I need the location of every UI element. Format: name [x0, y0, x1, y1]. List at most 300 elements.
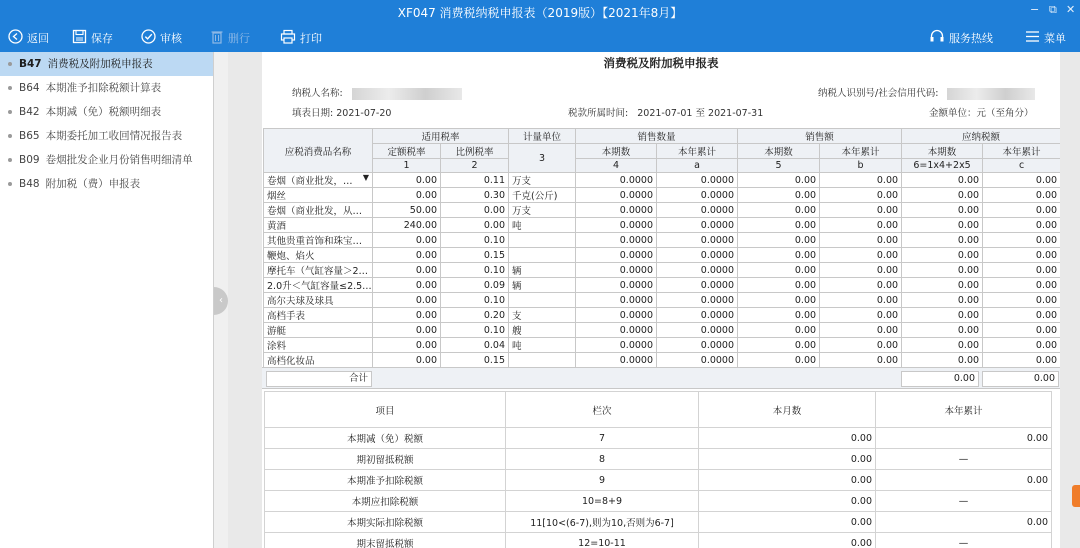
cell-qty-period[interactable]: [576, 263, 657, 278]
cell-unit[interactable]: [509, 173, 576, 188]
period-end: 2021-07-31: [708, 108, 764, 119]
cell-product[interactable]: [264, 278, 373, 293]
cell-tax-period[interactable]: [902, 233, 983, 248]
header-month: 本月数: [699, 392, 876, 428]
save-button[interactable]: [72, 29, 113, 47]
cell-product[interactable]: [264, 218, 373, 233]
cell-value: 0.00: [876, 219, 899, 231]
table-row: [264, 353, 1061, 368]
cell-tax-period[interactable]: [902, 308, 983, 323]
cell-value: 0.00: [794, 354, 817, 366]
cell-tax-ytd[interactable]: [983, 248, 1060, 263]
period-start: 2021-07-01: [637, 108, 693, 119]
cell-prop-rate[interactable]: [441, 338, 509, 353]
cell-value: 0.00: [794, 219, 817, 231]
cell-qty-period[interactable]: [576, 173, 657, 188]
cell-value: 0.00: [876, 174, 899, 186]
cell-value: 0.00: [415, 174, 437, 186]
cell-product[interactable]: [264, 263, 373, 278]
cell-value: 0.0000: [619, 294, 654, 306]
table-row: [264, 293, 1061, 308]
cell-qty-ytd[interactable]: [657, 278, 738, 293]
cell-tax-ytd[interactable]: [983, 233, 1060, 248]
cell-unit[interactable]: [509, 188, 576, 203]
cell-value: 0.0000: [619, 279, 654, 291]
table-row: [264, 263, 1061, 278]
cell-qty-period[interactable]: [576, 353, 657, 368]
sidebar-item-label: 附加税（费）申报表: [45, 178, 141, 190]
check-circle-icon: [141, 29, 156, 47]
cell-fixed-rate[interactable]: [373, 248, 441, 263]
cell-month[interactable]: 0.00: [699, 428, 876, 449]
cell-value: 0.0000: [619, 249, 654, 261]
cell-value: 0.00: [1035, 234, 1058, 246]
cell-qty-ytd[interactable]: [657, 218, 738, 233]
bullet-icon: [8, 134, 12, 138]
cell-qty-ytd[interactable]: [657, 203, 738, 218]
printer-icon: [280, 29, 296, 47]
cell-value: 0.0000: [619, 324, 654, 336]
cell-qty-ytd[interactable]: [657, 338, 738, 353]
cell-value: 0.00: [957, 204, 980, 216]
cell-value: 0.00: [415, 309, 437, 321]
delete-row-button[interactable]: [210, 29, 250, 47]
cell-amt-ytd[interactable]: [820, 338, 902, 353]
cell-unit[interactable]: [509, 323, 576, 338]
period-label: 税款所属时间:: [568, 108, 629, 119]
cell-value: 0.00: [1035, 189, 1058, 201]
cell-unit[interactable]: [509, 308, 576, 323]
sidebar-item-code: B64: [19, 82, 40, 94]
cell-unit[interactable]: [509, 353, 576, 368]
cell-qty-ytd[interactable]: [657, 263, 738, 278]
cell-tax-period[interactable]: [902, 203, 983, 218]
header-item: 项目: [265, 392, 506, 428]
cell-value: 0.0000: [619, 204, 654, 216]
review-label: 审核: [160, 32, 182, 45]
review-button[interactable]: [141, 29, 182, 47]
cell-value: 0.0000: [619, 174, 654, 186]
cell-value: 50.00: [409, 204, 437, 216]
cell-tax-period[interactable]: [902, 188, 983, 203]
cell-value: 游艇: [267, 326, 287, 338]
cell-qty-period[interactable]: [576, 218, 657, 233]
cell-value: 烟丝: [267, 191, 287, 203]
cell-amt-ytd[interactable]: [820, 203, 902, 218]
cell-tax-period[interactable]: [902, 218, 983, 233]
cell-value: 0.00: [483, 219, 506, 231]
cell-tax-ytd[interactable]: [983, 323, 1060, 338]
total-row: [262, 367, 1060, 389]
cell-product[interactable]: [264, 173, 373, 188]
cell-amt-ytd[interactable]: [820, 278, 902, 293]
cell-value: 0.04: [483, 339, 506, 351]
cell-fixed-rate[interactable]: [373, 233, 441, 248]
title-bar: [0, 0, 1080, 24]
cell-value: 0.00: [876, 189, 899, 201]
cell-value: 涂料: [267, 341, 287, 353]
cell-amt-period[interactable]: [738, 308, 820, 323]
cell-value: 万支: [512, 206, 532, 218]
cell-tax-period[interactable]: [902, 173, 983, 188]
redacted-name: [352, 88, 462, 100]
save-label: 保存: [91, 32, 113, 45]
dropdown-arrow-icon[interactable]: ▼: [362, 173, 369, 183]
sidebar-item-label: 消费税及附加税申报表: [47, 58, 153, 70]
cell-amt-period[interactable]: [738, 278, 820, 293]
cell-value: 0.09: [483, 279, 506, 291]
sidebar-item-code: B09: [19, 154, 40, 166]
sidebar-item-b65[interactable]: [0, 124, 213, 148]
cell-product[interactable]: [264, 188, 373, 203]
cell-prop-rate[interactable]: [441, 323, 509, 338]
table-row: [264, 233, 1061, 248]
cell-qty-period[interactable]: [576, 293, 657, 308]
table-row: [265, 512, 1052, 533]
cell-value: 0.00: [794, 279, 817, 291]
cell-value: 万支: [512, 176, 532, 188]
cell-value: 0.0000: [619, 189, 654, 201]
cell-tax-period[interactable]: [902, 338, 983, 353]
header-sales-qty: 销售数量: [576, 129, 738, 144]
cell-qty-period[interactable]: [576, 233, 657, 248]
cell-product[interactable]: [264, 248, 373, 263]
cell-ytd[interactable]: 0.00: [876, 512, 1052, 533]
cell-qty-period[interactable]: [576, 203, 657, 218]
cell-product[interactable]: [264, 203, 373, 218]
cell-ytd[interactable]: 0.00: [876, 470, 1052, 491]
sidebar-collapse-handle[interactable]: [214, 287, 228, 315]
cell-tax-ytd[interactable]: [983, 308, 1060, 323]
cell-prop-rate[interactable]: [441, 353, 509, 368]
bullet-icon: [8, 110, 12, 114]
cell-fixed-rate[interactable]: [373, 218, 441, 233]
cell-value: 0.15: [483, 354, 506, 366]
cell-value: 0.0000: [700, 204, 735, 216]
cell-unit[interactable]: [509, 263, 576, 278]
cell-value: 0.00: [876, 249, 899, 261]
cell-qty-ytd[interactable]: [657, 293, 738, 308]
cell-unit[interactable]: [509, 338, 576, 353]
cell-prop-rate[interactable]: [441, 173, 509, 188]
table-row: [264, 308, 1061, 323]
bullet-icon: [8, 158, 12, 162]
cell-value: 卷烟（商业批发，…: [267, 176, 353, 188]
cell-ytd[interactable]: —: [876, 491, 1052, 512]
cell-fixed-rate[interactable]: [373, 263, 441, 278]
table-row: [265, 449, 1052, 470]
bullet-icon: [8, 62, 12, 66]
cell-value: 吨: [512, 341, 522, 353]
cell-tax-ytd[interactable]: [983, 173, 1060, 188]
cell-tax-period[interactable]: [902, 263, 983, 278]
cell-product[interactable]: [264, 338, 373, 353]
cell-amt-period[interactable]: [738, 173, 820, 188]
cell-tax-ytd[interactable]: [983, 293, 1060, 308]
toolbar: [0, 24, 1080, 52]
sidebar-item-b09[interactable]: [0, 148, 213, 172]
cell-unit[interactable]: [509, 248, 576, 263]
total-ytd-field[interactable]: 0.00: [982, 371, 1059, 387]
cell-value: 0.0000: [700, 249, 735, 261]
table-row: [264, 278, 1061, 293]
cell-qty-ytd[interactable]: [657, 248, 738, 263]
hamburger-icon: [1025, 30, 1040, 46]
back-button[interactable]: [8, 29, 49, 47]
cell-unit[interactable]: [509, 218, 576, 233]
cell-tax-period[interactable]: [902, 278, 983, 293]
hotline-label: 服务热线: [949, 32, 993, 45]
cell-value: 艘: [512, 326, 522, 338]
cell-prop-rate[interactable]: [441, 203, 509, 218]
cell-month[interactable]: 0.00: [699, 491, 876, 512]
cell-value: 0.00: [794, 174, 817, 186]
cell-amt-ytd[interactable]: [820, 293, 902, 308]
sidebar-item-label: 本期减（免）税额明细表: [45, 106, 162, 118]
taxpayer-id-label: 纳税人识别号/社会信用代码:: [818, 88, 939, 99]
cell-tax-ytd[interactable]: [983, 263, 1060, 278]
cell-value: 辆: [512, 281, 522, 293]
back-label: 返回: [27, 32, 49, 45]
sidebar-item-b47[interactable]: [0, 52, 213, 76]
cell-prop-rate[interactable]: [441, 188, 509, 203]
cell-tax-ytd[interactable]: [983, 203, 1060, 218]
cell-fixed-rate[interactable]: [373, 323, 441, 338]
sidebar-item-b48[interactable]: [0, 172, 213, 196]
cell-value: 鞭炮、焰火: [267, 251, 315, 263]
cell-product[interactable]: [264, 323, 373, 338]
cell-qty-ytd[interactable]: [657, 323, 738, 338]
delete-row-label: 删行: [228, 32, 250, 45]
cell-tax-ytd[interactable]: [983, 338, 1060, 353]
cell-tax-ytd[interactable]: [983, 188, 1060, 203]
cell-amt-ytd[interactable]: [820, 188, 902, 203]
cell-line: 12=10-11: [506, 533, 699, 548]
cell-value: 吨: [512, 221, 522, 233]
cell-value: 0.00: [1035, 339, 1058, 351]
table-row: [265, 428, 1052, 449]
cell-amt-ytd[interactable]: [820, 308, 902, 323]
cell-value: 0.00: [957, 354, 980, 366]
cell-prop-rate[interactable]: [441, 218, 509, 233]
cell-value: 0.00: [794, 234, 817, 246]
cell-amt-ytd[interactable]: [820, 248, 902, 263]
hotline-button[interactable]: [929, 29, 993, 47]
minimize-button[interactable]: −: [1030, 3, 1040, 16]
cell-value: 0.00: [957, 249, 980, 261]
table-row: [264, 338, 1061, 353]
cell-value: 0.00: [957, 294, 980, 306]
header-tax-payable: 应纳税额: [902, 129, 1060, 144]
cell-month[interactable]: 0.00: [699, 470, 876, 491]
cell-value: 0.0000: [700, 219, 735, 231]
menu-button[interactable]: [1025, 29, 1066, 47]
cell-qty-period[interactable]: [576, 248, 657, 263]
cell-fixed-rate[interactable]: [373, 188, 441, 203]
cell-fixed-rate[interactable]: [373, 293, 441, 308]
cell-amt-ytd[interactable]: [820, 173, 902, 188]
cell-fixed-rate[interactable]: [373, 278, 441, 293]
cell-item: 本期实际扣除税额: [265, 512, 506, 533]
chevron-left-icon: ‹: [219, 295, 223, 306]
cell-value: 0.00: [876, 279, 899, 291]
cell-amt-period[interactable]: [738, 338, 820, 353]
cell-value: 0.0000: [700, 309, 735, 321]
cell-prop-rate[interactable]: [441, 293, 509, 308]
cell-value: 0.10: [483, 264, 506, 276]
cell-value: 0.15: [483, 249, 506, 261]
cell-prop-rate[interactable]: [441, 233, 509, 248]
cell-value: 0.0000: [700, 294, 735, 306]
bullet-icon: [8, 182, 12, 186]
restore-button[interactable]: ⧉: [1049, 3, 1057, 16]
cell-value: 0.0000: [700, 174, 735, 186]
cell-amt-ytd[interactable]: [820, 323, 902, 338]
bullet-icon: [8, 86, 12, 90]
sidebar-item-code: B47: [19, 58, 42, 70]
cell-value: 其他贵重首饰和珠宝…: [267, 236, 363, 248]
sidebar-item-b64[interactable]: [0, 76, 213, 100]
cell-amt-ytd[interactable]: [820, 263, 902, 278]
cell-value: 0.00: [876, 324, 899, 336]
cell-fixed-rate[interactable]: [373, 338, 441, 353]
cell-qty-ytd[interactable]: [657, 173, 738, 188]
cell-item: 本期减（免）税额: [265, 428, 506, 449]
cell-tax-period[interactable]: [902, 323, 983, 338]
cell-value: 0.00: [1035, 279, 1058, 291]
cell-value: 高档化妆品: [267, 356, 315, 368]
period-to: 至: [695, 108, 705, 119]
total-tax-field[interactable]: 0.00: [901, 371, 979, 387]
cell-amt-period[interactable]: [738, 233, 820, 248]
declaration-form: [262, 52, 1060, 548]
cell-qty-ytd[interactable]: [657, 233, 738, 248]
cell-value: 0.0000: [619, 234, 654, 246]
cell-amt-ytd[interactable]: [820, 233, 902, 248]
cell-value: 0.0000: [700, 324, 735, 336]
cell-qty-period[interactable]: [576, 188, 657, 203]
print-label: 打印: [300, 32, 322, 45]
cell-qty-period[interactable]: [576, 308, 657, 323]
cell-value: 0.00: [415, 234, 437, 246]
cell-tax-ytd[interactable]: [983, 353, 1060, 368]
cell-amt-ytd[interactable]: [820, 218, 902, 233]
cell-value: 0.10: [483, 324, 506, 336]
cell-fixed-rate[interactable]: [373, 173, 441, 188]
floating-tab[interactable]: [1072, 485, 1080, 507]
cell-fixed-rate[interactable]: [373, 353, 441, 368]
cell-unit[interactable]: [509, 293, 576, 308]
cell-qty-period[interactable]: [576, 278, 657, 293]
cell-value: 卷烟（商业批发，从…: [267, 206, 363, 218]
cell-product[interactable]: [264, 233, 373, 248]
cell-amt-period[interactable]: [738, 353, 820, 368]
cell-value: 0.00: [415, 339, 437, 351]
print-button[interactable]: [280, 29, 322, 47]
cell-unit[interactable]: [509, 203, 576, 218]
cell-prop-rate[interactable]: [441, 263, 509, 278]
cell-product[interactable]: [264, 308, 373, 323]
cell-amt-period[interactable]: [738, 188, 820, 203]
cell-unit[interactable]: [509, 233, 576, 248]
cell-tax-ytd[interactable]: [983, 278, 1060, 293]
header-col3: 3: [509, 144, 576, 173]
cell-month[interactable]: 0.00: [699, 512, 876, 533]
cell-value: 0.0000: [619, 309, 654, 321]
cell-qty-ytd[interactable]: [657, 188, 738, 203]
cell-tax-ytd[interactable]: [983, 218, 1060, 233]
cell-prop-rate[interactable]: [441, 278, 509, 293]
cell-month[interactable]: 0.00: [699, 449, 876, 470]
sidebar-item-b42[interactable]: [0, 100, 213, 124]
cell-value: 0.00: [794, 294, 817, 306]
sidebar-item-code: B65: [19, 130, 40, 142]
cell-ytd[interactable]: 0.00: [876, 428, 1052, 449]
close-button[interactable]: ✕: [1066, 3, 1076, 16]
cell-amt-period[interactable]: [738, 203, 820, 218]
cell-value: 0.00: [1035, 264, 1058, 276]
cell-tax-period[interactable]: [902, 248, 983, 263]
cell-amt-period[interactable]: [738, 218, 820, 233]
cell-value: 0.00: [415, 189, 437, 201]
cell-tax-period[interactable]: [902, 353, 983, 368]
cell-qty-ytd[interactable]: [657, 308, 738, 323]
cell-prop-rate[interactable]: [441, 248, 509, 263]
cell-value: 0.0000: [619, 219, 654, 231]
cell-value: 0.00: [1035, 294, 1058, 306]
cell-value: 0.00: [1035, 219, 1058, 231]
cell-ytd[interactable]: —: [876, 533, 1052, 548]
cell-unit[interactable]: [509, 278, 576, 293]
cell-value: 黄酒: [267, 221, 287, 233]
fill-date-label: 填表日期:: [292, 108, 334, 119]
cell-value: 0.20: [483, 309, 506, 321]
tax-period: [568, 105, 763, 119]
sidebar: [0, 52, 214, 548]
cell-qty-ytd[interactable]: [657, 353, 738, 368]
cell-value: 0.00: [415, 279, 437, 291]
cell-value: 0.0000: [700, 339, 735, 351]
cell-value: 千克(公斤): [512, 191, 558, 203]
cell-amt-period[interactable]: [738, 248, 820, 263]
sidebar-item-label: 本期委托加工收回情况报告表: [45, 130, 183, 142]
cell-amt-period[interactable]: [738, 263, 820, 278]
cell-amt-period[interactable]: [738, 293, 820, 308]
cell-fixed-rate[interactable]: [373, 203, 441, 218]
cell-value: 0.00: [957, 234, 980, 246]
taxpayer-name-label: 纳税人名称:: [292, 88, 343, 99]
cell-product[interactable]: [264, 293, 373, 308]
header-amt-period: 本期数: [738, 144, 820, 159]
cell-line: 7: [506, 428, 699, 449]
header-unit: 计量单位: [509, 129, 576, 144]
cell-value: 0.00: [876, 309, 899, 321]
table-row: [264, 188, 1061, 203]
cell-amt-ytd[interactable]: [820, 353, 902, 368]
cell-value: 0.00: [794, 264, 817, 276]
cell-qty-period[interactable]: [576, 338, 657, 353]
cell-qty-period[interactable]: [576, 323, 657, 338]
cell-prop-rate[interactable]: [441, 308, 509, 323]
cell-product[interactable]: [264, 353, 373, 368]
cell-value: 0.00: [415, 354, 437, 366]
cell-ytd[interactable]: —: [876, 449, 1052, 470]
cell-amt-period[interactable]: [738, 323, 820, 338]
cell-tax-period[interactable]: [902, 293, 983, 308]
cell-month[interactable]: 0.00: [699, 533, 876, 548]
cell-value: 0.0000: [700, 264, 735, 276]
cell-fixed-rate[interactable]: [373, 308, 441, 323]
